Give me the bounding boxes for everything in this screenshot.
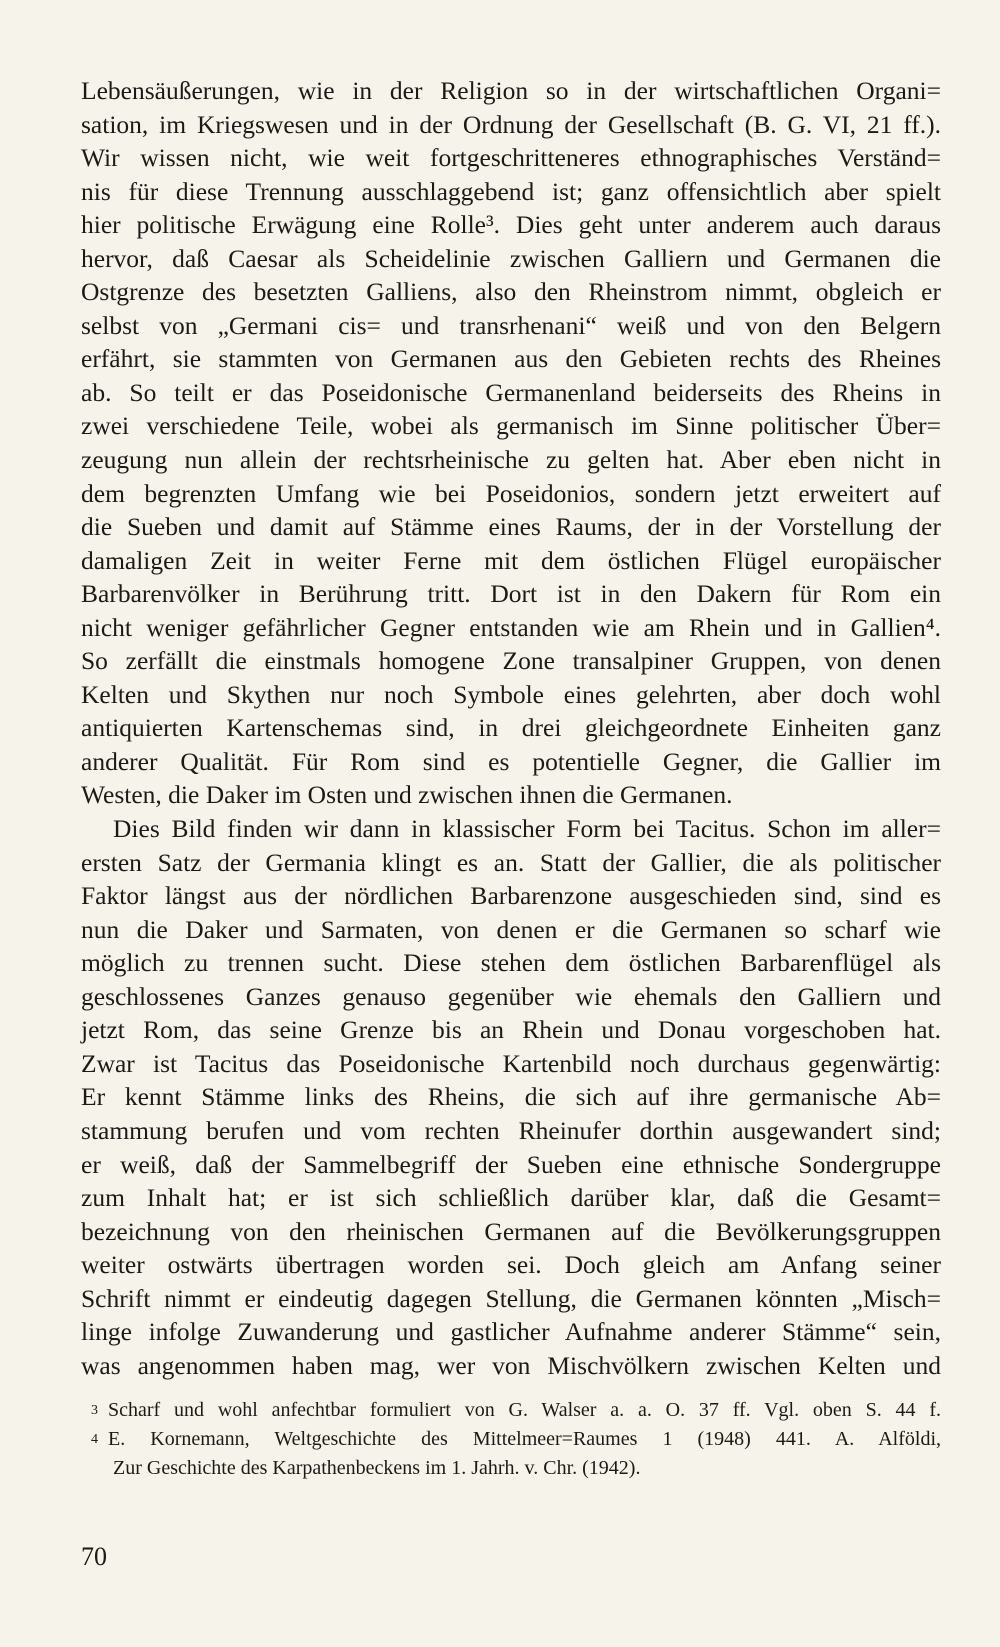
footnote-marker: 4 bbox=[91, 1432, 98, 1448]
text-line: möglich zu trennen sucht. Diese stehen dem östlichen Barbarenflügel als bbox=[81, 948, 941, 978]
text-line: nis für diese Trennung ausschlaggebend ist; ganz offensichtlich aber spielt bbox=[81, 176, 941, 206]
footnotes bbox=[81, 1396, 941, 1483]
text-line: Faktor längst aus der nördlichen Barbarenzone ausgeschieden sind, sind es bbox=[81, 881, 941, 911]
text-line: anderer Qualität. Für Rom sind es potentielle Gegner, die Gallier im bbox=[81, 746, 941, 776]
footnote-text: Scharf und wohl anfechtbar formuliert von G. Walser a. a. O. 37 ff. Vgl. oben S. 44 f. bbox=[108, 1399, 941, 1422]
text-line: Westen, die Daker im Osten und zwischen ihnen die Germanen. bbox=[81, 780, 733, 810]
text-line: nicht weniger gefährlicher Gegner entstanden wie am Rhein und in Gallien⁴. bbox=[81, 612, 941, 642]
text-line: ersten Satz der Germania klingt es an. Statt der Gallier, die als politischer bbox=[81, 847, 941, 877]
page-number: 70 bbox=[81, 1542, 107, 1571]
text-line: So zerfällt die einstmals homogene Zone transalpiner Gruppen, von denen bbox=[81, 646, 941, 676]
text-line: hier politische Erwägung eine Rolle³. Dies geht unter anderem auch daraus bbox=[81, 210, 941, 240]
footnote-3 bbox=[81, 1396, 941, 1425]
text-line: linge infolge Zuwanderung und gastlicher Aufnahme anderer Stämme“ sein, bbox=[81, 1317, 941, 1347]
text-line: geschlossenes Ganzes genauso gegenüber wie ehemals den Galliern und bbox=[81, 981, 941, 1011]
text-line: bezeichnung von den rheinischen Germanen auf die Bevölkerungsgruppen bbox=[81, 1216, 941, 1246]
text-line: hervor, daß Caesar als Scheidelinie zwischen Galliern und Germanen die bbox=[81, 243, 941, 273]
text-line: zum Inhalt hat; er ist sich schließlich darüber klar, daß die Gesamt= bbox=[81, 1183, 941, 1213]
text-line: dem begrenzten Umfang wie bei Poseidonios, sondern jetzt erweitert auf bbox=[81, 478, 941, 508]
text-line: jetzt Rom, das seine Grenze bis an Rhein und Donau vorgeschoben hat. bbox=[81, 1015, 941, 1045]
footnote-text: Zur Geschichte des Karpathenbeckens im 1. Jahrh. v. Chr. (1942). bbox=[113, 1457, 641, 1480]
text-line: Er kennt Stämme links des Rheins, die sich auf ihre germanische Ab= bbox=[81, 1082, 941, 1112]
text-line: Schrift nimmt er eindeutig dagegen Stellung, die Germanen könnten „Misch= bbox=[81, 1283, 941, 1313]
text-line: Wir wissen nicht, wie weit fortgeschritteneres ethnographisches Verständ= bbox=[81, 143, 941, 173]
footnote-text: E. Kornemann, Weltgeschichte des Mittelmeer=Raumes 1 (1948) 441. A. Alföldi, bbox=[108, 1428, 941, 1451]
footnote-marker: 3 bbox=[91, 1403, 98, 1419]
text-line: zwei verschiedene Teile, wobei als germanisch im Sinne politischer Über= bbox=[81, 411, 941, 441]
text-line: was angenommen haben mag, wer von Mischvölkern zwischen Kelten und bbox=[81, 1350, 941, 1380]
text-line: er weiß, daß der Sammelbegriff der Sueben eine ethnische Sondergruppe bbox=[81, 1149, 941, 1179]
text-line: damaligen Zeit in weiter Ferne mit dem östlichen Flügel europäischer bbox=[81, 545, 941, 575]
text-line: Dies Bild finden wir dann in klassischer Form bei Tacitus. Schon im aller= bbox=[113, 814, 941, 844]
text-line: Zwar ist Tacitus das Poseidonische Kartenbild noch durchaus gegenwärtig: bbox=[81, 1048, 941, 1078]
text-line: ab. So teilt er das Poseidonische Germanenland beiderseits des Rheins in bbox=[81, 377, 941, 407]
text-line: Ostgrenze des besetzten Galliens, also den Rheinstrom nimmt, obgleich er bbox=[81, 277, 941, 307]
footnote-4 bbox=[81, 1425, 941, 1454]
text-line: Kelten und Skythen nur noch Symbole eines gelehrten, aber doch wohl bbox=[81, 679, 941, 709]
text-line: nun die Daker und Sarmaten, von denen er die Germanen so scharf wie bbox=[81, 914, 941, 944]
text-line: Lebensäußerungen, wie in der Religion so in der wirtschaftlichen Organi= bbox=[81, 76, 941, 105]
text-line: die Sueben und damit auf Stämme eines Raums, der in der Vorstellung der bbox=[81, 512, 941, 542]
text-line: selbst von „Germani cis= und transrhenani“ weiß und von den Belgern bbox=[81, 310, 941, 340]
text-line: stammung berufen und vom rechten Rheinufer dorthin ausgewandert sind; bbox=[81, 1115, 941, 1145]
text-line: Barbarenvölker in Berührung tritt. Dort ist in den Dakern für Rom ein bbox=[81, 579, 941, 609]
body-text bbox=[81, 74, 941, 1382]
text-line: sation, im Kriegswesen und in der Ordnung der Gesellschaft (B. G. VI, 21 ff.). bbox=[81, 109, 941, 139]
text-line: erfährt, sie stammten von Germanen aus den Gebieten rechts des Rheines bbox=[81, 344, 941, 374]
text-line: antiquierten Kartenschemas sind, in drei gleichgeordnete Einheiten ganz bbox=[81, 713, 941, 743]
text-line: zeugung nun allein der rechtsrheinische zu gelten hat. Aber eben nicht in bbox=[81, 445, 941, 475]
text-line: weiter ostwärts übertragen worden sei. Doch gleich am Anfang seiner bbox=[81, 1250, 941, 1280]
